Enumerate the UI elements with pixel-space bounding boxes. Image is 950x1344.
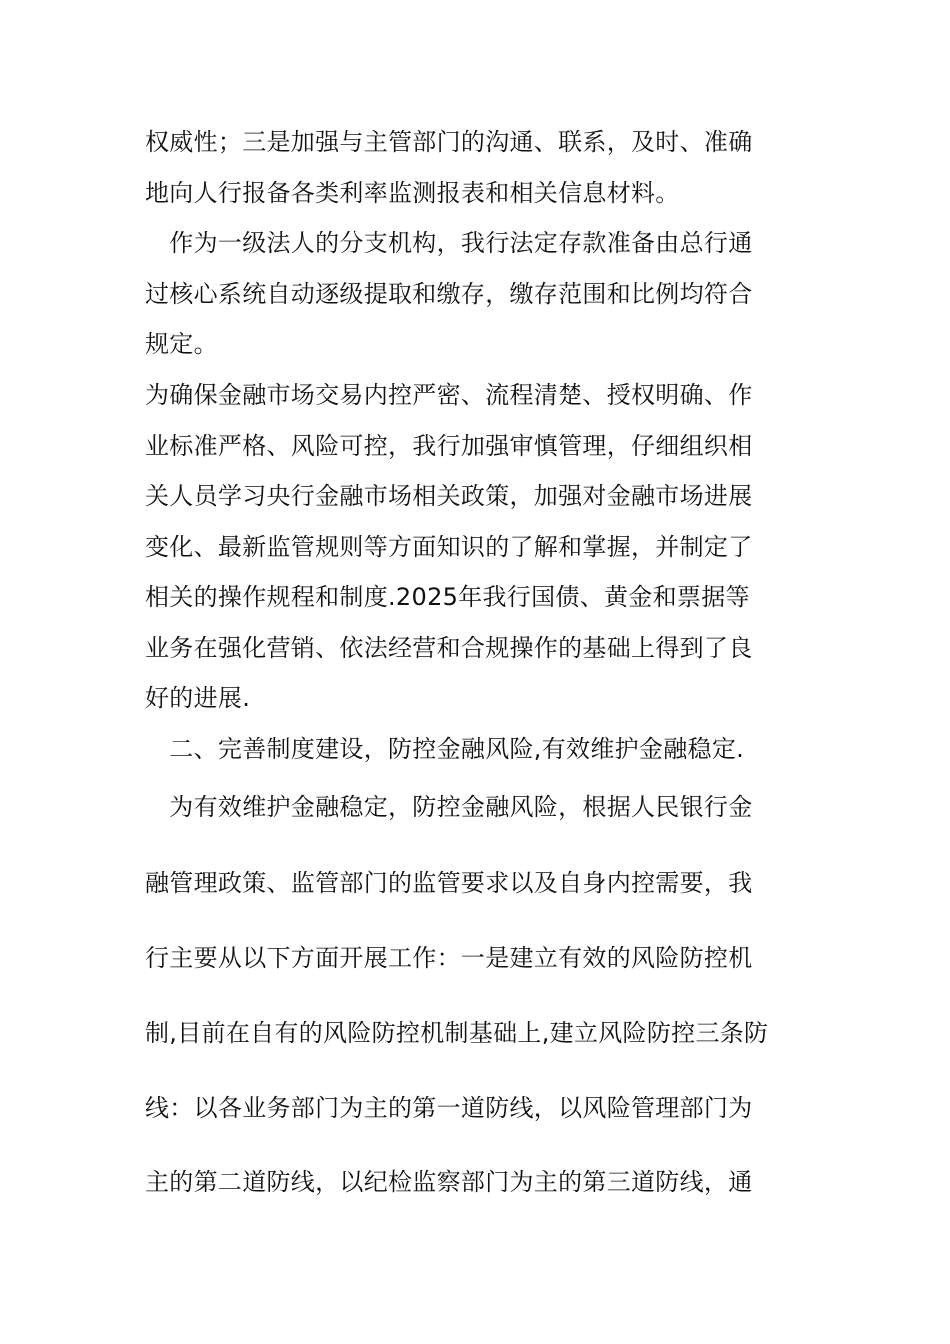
text-line: 权威性；三是加强与主管部门的沟通、联系，及时、准确 [145,128,753,156]
section-heading: 二、完善制度建设，防控金融风险,有效维护金融稳定. [145,735,745,763]
text-line: 线：以各业务部门为主的第一道防线，以风险管理部门为 [145,1094,753,1122]
text-line: 好的进展. [145,684,251,712]
text-line: 变化、最新监管规则等方面知识的了解和掌握，并制定了 [145,533,753,561]
text-line: 规定。 [145,330,218,358]
text-line: 业标准严格、风险可控，我行加强审慎管理，仔细组织相 [145,432,753,460]
text-line: 融管理政策、监管部门的监管要求以及自身内控需要，我 [145,869,753,897]
text-line: 主的第二道防线，以纪检监察部门为主的第三道防线，通 [145,1168,753,1196]
text-line: 相关的操作规程和制度.2025年我行国债、黄金和票据等 [145,583,750,611]
text-line: 制,目前在自有的风险防控机制基础上,建立风险防控三条防 [145,1019,769,1047]
text-line: 为有效维护金融稳定，防控金融风险，根据人民银行金 [145,793,753,821]
text-line: 作为一级法人的分支机构，我行法定存款准备由总行通 [145,229,753,257]
text-line: 过核心系统自动逐级提取和缴存，缴存范围和比例均符合 [145,280,753,308]
text-line: 业务在强化营销、依法经营和合规操作的基础上得到了良 [145,634,753,662]
text-line: 关人员学习央行金融市场相关政策，加强对金融市场进展 [145,482,753,510]
text-line: 行主要从以下方面开展工作：一是建立有效的风险防控机 [145,944,753,972]
text-line: 地向人行报备各类利率监测报表和相关信息材料。 [145,179,680,207]
text-line: 为确保金融市场交易内控严密、流程清楚、授权明确、作 [145,381,753,409]
